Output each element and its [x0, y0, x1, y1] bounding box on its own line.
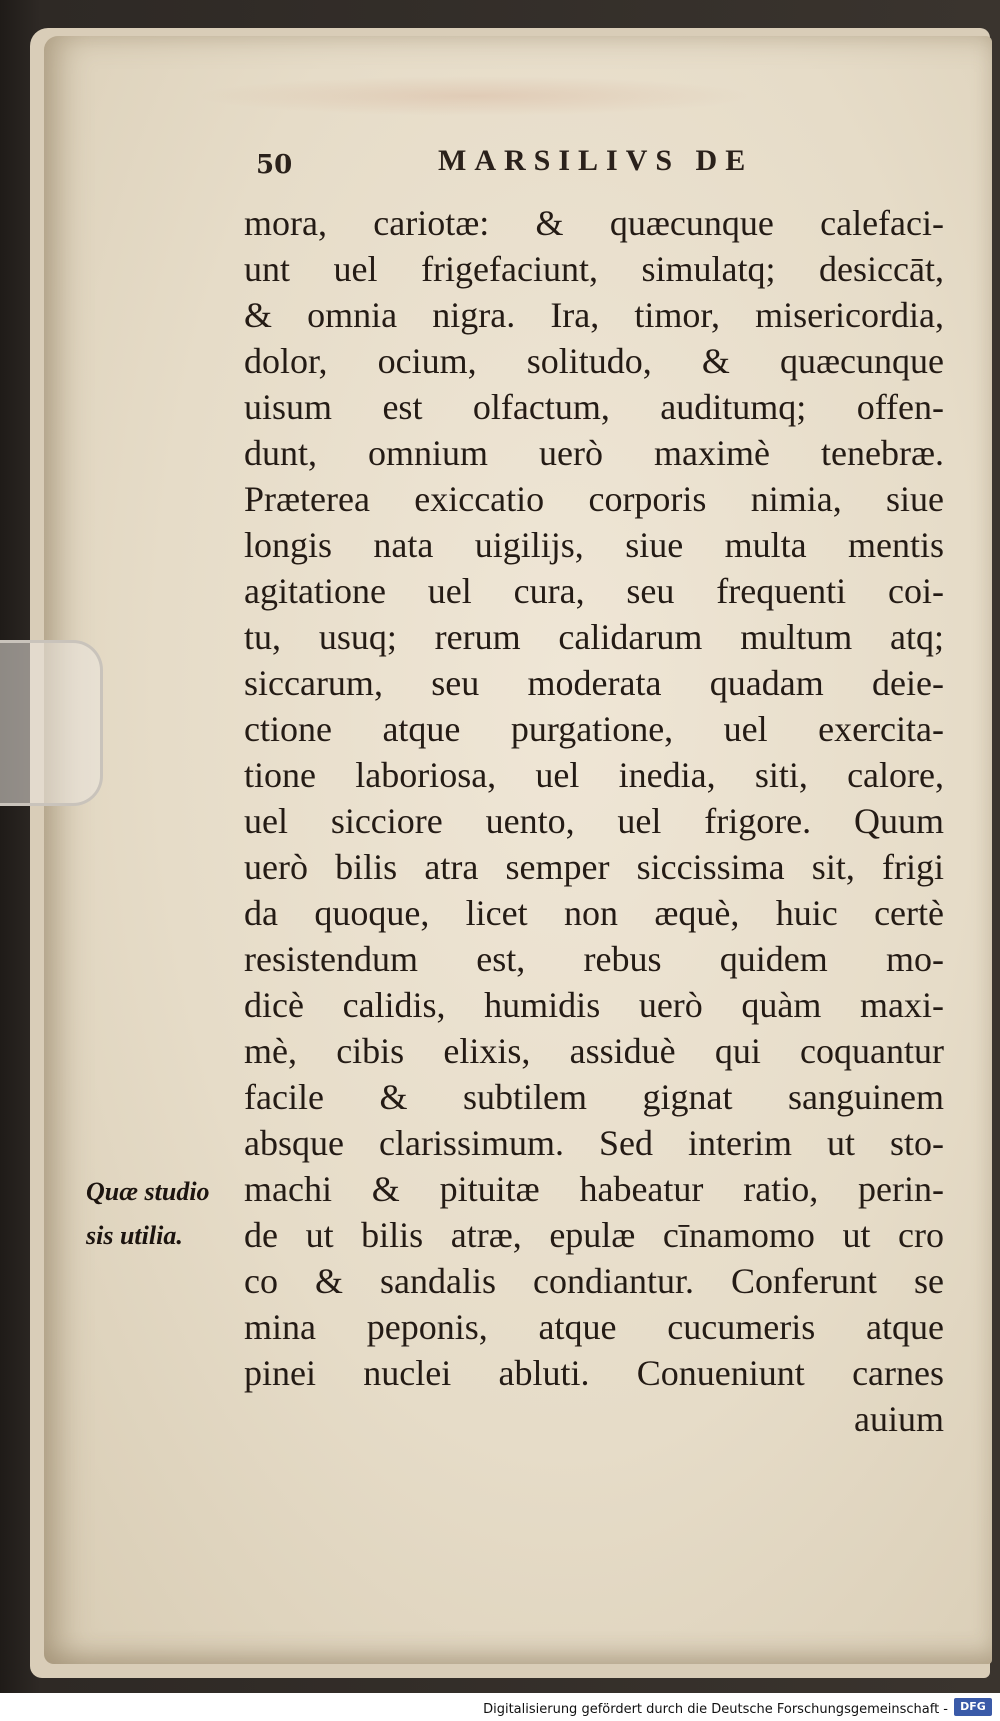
text-line: mè, cibis elixis, assiduè qui coquantur	[244, 1031, 944, 1071]
text-line: dolor, ocium, solitudo, & quæcunque	[244, 341, 944, 381]
page-clip	[0, 640, 103, 806]
text-line: longis nata uigilijs, siue multa mentis	[244, 525, 944, 565]
text-line: tu, usuq; rerum calidarum multum atq;	[244, 617, 944, 657]
page-number: 50	[256, 150, 293, 180]
text-line: resistendum est, rebus quidem mo-	[244, 939, 944, 979]
text-line: dunt, omnium uerò maximè tenebræ.	[244, 433, 944, 473]
page-stain	[194, 76, 754, 116]
text-line: absque clarissimum. Sed interim ut sto-	[244, 1123, 944, 1163]
running-head: MARSILIVS DE	[438, 144, 754, 177]
text-line: pinei nuclei abluti. Conueniunt carnes	[244, 1353, 944, 1393]
text-line: uisum est olfactum, auditumq; offen-	[244, 387, 944, 427]
marginal-note	[86, 1170, 236, 1258]
marginal-note-line: Quæ studio	[86, 1177, 210, 1206]
catchword: auium	[854, 1399, 944, 1439]
digitization-footer	[0, 1693, 1000, 1721]
funding-credit: Digitalisierung gefördert durch die Deutsche Forschungsgemeinschaft -	[483, 1702, 948, 1717]
text-line: facile & subtilem gignat sanguinem	[244, 1077, 944, 1117]
text-line: de ut bilis atræ, epulæ cīnamomo ut cro	[244, 1215, 944, 1255]
text-line: agitatione uel cura, seu frequenti coi-	[244, 571, 944, 611]
dfg-logo-icon: DFG	[954, 1698, 992, 1716]
text-line: unt uel frigefaciunt, simulatq; desiccāt,	[244, 249, 944, 289]
text-line: machi & pituitæ habeatur ratio, perin-	[244, 1169, 944, 1209]
text-line: mina peponis, atque cucumeris atque	[244, 1307, 944, 1347]
text-line: uerò bilis atra semper siccissima sit, frigi	[244, 847, 944, 887]
body-text	[244, 200, 944, 1442]
text-line: & omnia nigra. Ira, timor, misericordia,	[244, 295, 944, 335]
text-line: dicè calidis, humidis uerò quàm maxi-	[244, 985, 944, 1025]
text-line: Præterea exiccatio corporis nimia, siue	[244, 479, 944, 519]
text-line: co & sandalis condiantur. Conferunt se	[244, 1261, 944, 1301]
text-line: mora, cariotæ: & quæcunque calefaci-	[244, 203, 944, 243]
text-line: uel sicciore uento, uel frigore. Quum	[244, 801, 944, 841]
text-line: siccarum, seu moderata quadam deie-	[244, 663, 944, 703]
text-line: da quoque, licet non æquè, huic certè	[244, 893, 944, 933]
text-line: tione laboriosa, uel inedia, siti, calore,	[244, 755, 944, 795]
text-line: ctione atque purgatione, uel exercita-	[244, 709, 944, 749]
marginal-note-line: sis utilia.	[86, 1221, 183, 1250]
